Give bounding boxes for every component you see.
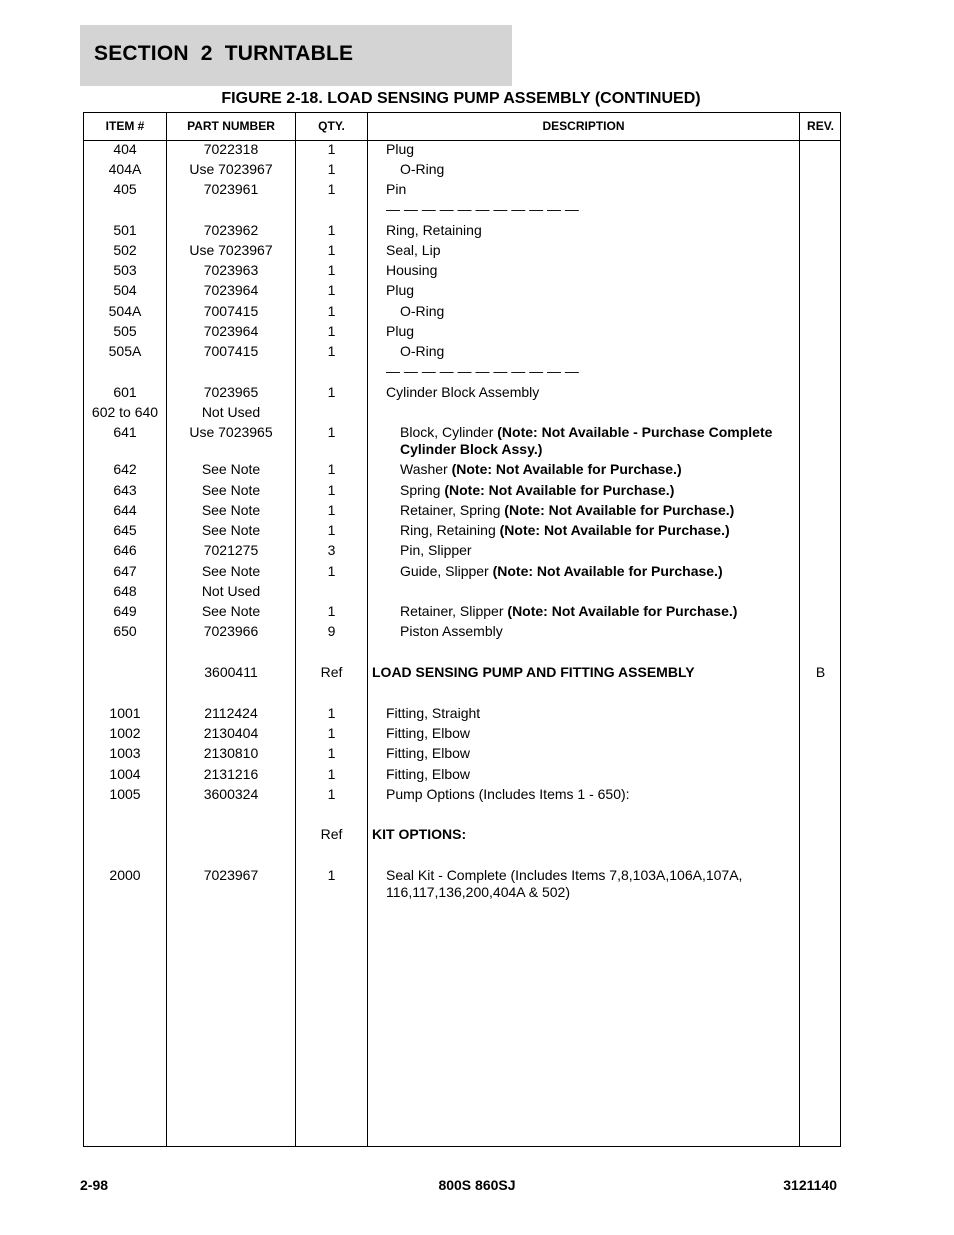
item-number: 505: [113, 323, 137, 339]
description-text: Fitting, Straight: [386, 705, 481, 721]
description-text: LOAD SENSING PUMP AND FITTING ASSEMBLY: [372, 664, 695, 680]
description-text: Plug: [386, 323, 415, 339]
description: [386, 262, 798, 279]
part-number: 7023966: [203, 623, 259, 639]
quantity: 1: [327, 384, 336, 400]
availability-note: (Note: Not Available for Purchase.): [507, 603, 738, 619]
description-text: O-Ring: [400, 303, 445, 319]
description: [400, 303, 800, 320]
part-number: 7022318: [203, 141, 259, 157]
description-text: Plug: [386, 141, 415, 157]
description: [386, 725, 798, 742]
description-text: Piston Assembly: [400, 623, 503, 639]
item-number: 647: [113, 563, 137, 579]
description-text: Pump Options (Includes Items 1 - 650):: [386, 786, 630, 802]
part-number: 3600411: [204, 664, 258, 680]
header-qty: QTY.: [318, 119, 345, 133]
header-description: DESCRIPTION: [542, 119, 625, 133]
description: [400, 542, 800, 559]
part-number: 7023963: [203, 262, 259, 278]
item-number: 405: [113, 181, 137, 197]
description-text: Seal Kit - Complete (Includes Items 7,8,103A,106A,107A, 116,117,136,200,404A & 502): [386, 867, 743, 900]
quantity: 1: [327, 745, 336, 761]
revision: B: [815, 664, 826, 680]
part-number: 3600324: [203, 786, 259, 802]
item-number: 648: [113, 583, 137, 599]
part-number: 7023964: [203, 282, 259, 298]
parts-table: [83, 112, 841, 1147]
item-number: 1001: [109, 705, 141, 721]
description: [372, 664, 792, 681]
item-number: 650: [113, 623, 137, 639]
quantity: 1: [327, 262, 336, 278]
item-number: 601: [113, 384, 137, 400]
description: [386, 786, 798, 803]
quantity: 1: [327, 323, 336, 339]
description-text: Fitting, Elbow: [386, 725, 471, 741]
item-number: 643: [113, 482, 137, 498]
item-number: 1003: [109, 745, 141, 761]
section-title: SECTION 2 TURNTABLE: [94, 42, 354, 65]
item-number: 504A: [108, 303, 142, 319]
description: [386, 181, 798, 198]
item-number: 602 to 640: [91, 404, 159, 420]
description: [400, 603, 800, 620]
quantity: 1: [327, 705, 336, 721]
part-number: 7023967: [203, 867, 259, 883]
quantity: 1: [327, 482, 336, 498]
item-number: 1004: [109, 766, 141, 782]
description: [386, 242, 798, 259]
part-number: 2112424: [204, 705, 258, 721]
document-number: 3121140: [783, 1177, 837, 1193]
quantity: 1: [327, 786, 336, 802]
description-text: Block, Cylinder: [400, 424, 498, 440]
description: [400, 563, 800, 580]
item-number: 2000: [109, 867, 141, 883]
header-rev: REV.: [807, 119, 834, 133]
description-text: Spring: [400, 482, 445, 498]
section-banner: [80, 25, 512, 86]
description-text: Retainer, Slipper: [400, 603, 508, 619]
part-number: 7023965: [203, 384, 259, 400]
item-number: 642: [113, 461, 137, 477]
item-number: 502: [113, 242, 137, 258]
item-number: 404: [113, 141, 137, 157]
item-number: 649: [113, 603, 137, 619]
page-number: 2-98: [80, 1177, 109, 1193]
description-text: Cylinder Block Assembly: [386, 384, 540, 400]
quantity: 1: [327, 222, 336, 238]
quantity: 1: [327, 766, 336, 782]
part-number: See Note: [201, 461, 261, 477]
description-text: Plug: [386, 282, 415, 298]
description-text: Housing: [386, 262, 438, 278]
quantity: 1: [327, 303, 336, 319]
quantity: 1: [327, 181, 336, 197]
availability-note: (Note: Not Available for Purchase.): [444, 482, 675, 498]
description-text: Fitting, Elbow: [386, 745, 471, 761]
quantity: 1: [327, 141, 336, 157]
description: [386, 222, 798, 239]
quantity: 1: [327, 424, 336, 440]
description-text: O-Ring: [400, 161, 445, 177]
description: [386, 705, 798, 722]
description: [386, 141, 798, 158]
description: [386, 282, 798, 299]
part-number: 7021275: [203, 542, 259, 558]
description: [386, 323, 798, 340]
quantity: Ref: [320, 664, 343, 680]
item-number: 504: [113, 282, 137, 298]
item-number: 501: [113, 222, 137, 238]
description: [386, 384, 798, 401]
description-text: Retainer, Spring: [400, 502, 505, 518]
description-text: Fitting, Elbow: [386, 766, 471, 782]
model-number: 800S 860SJ: [438, 1177, 516, 1193]
description-text: — — — — — — — — — — —: [386, 363, 579, 379]
description: [400, 623, 800, 640]
availability-note: (Note: Not Available - Purchase Complete Cylinder Block Assy.): [400, 424, 773, 457]
part-number: 7023962: [203, 222, 259, 238]
part-number: Not Used: [201, 583, 261, 599]
part-number: 7007415: [203, 343, 259, 359]
item-number: 404A: [108, 161, 142, 177]
part-number: Use 7023965: [189, 424, 273, 440]
description: [386, 201, 798, 218]
description: [372, 826, 792, 843]
part-number: See Note: [201, 563, 261, 579]
header-item: ITEM #: [105, 119, 145, 133]
part-number: 7007415: [203, 303, 259, 319]
description-text: — — — — — — — — — — —: [386, 201, 579, 217]
quantity: 1: [327, 603, 336, 619]
quantity: 1: [327, 282, 336, 298]
quantity: 1: [327, 522, 336, 538]
part-number: See Note: [201, 603, 261, 619]
description: [400, 161, 800, 178]
description: [400, 502, 800, 519]
description: [400, 343, 800, 360]
item-number: 644: [113, 502, 137, 518]
description-text: Pin, Slipper: [400, 542, 472, 558]
quantity: 3: [327, 542, 336, 558]
description: [386, 867, 798, 901]
quantity: 1: [327, 502, 336, 518]
description-text: Pin: [386, 181, 407, 197]
quantity: 1: [327, 563, 336, 579]
description-text: Guide, Slipper: [400, 563, 493, 579]
description-text: Seal, Lip: [386, 242, 441, 258]
description-text: Ring, Retaining: [400, 522, 500, 538]
figure-title: FIGURE 2-18. LOAD SENSING PUMP ASSEMBLY (CONTINUED): [221, 90, 701, 107]
part-number: 2131216: [203, 766, 259, 782]
header-part-number: PART NUMBER: [187, 119, 275, 133]
part-number: 7023961: [203, 181, 259, 197]
part-number: 2130810: [203, 745, 259, 761]
part-number: See Note: [201, 502, 261, 518]
part-number: See Note: [201, 482, 261, 498]
description: [400, 424, 800, 458]
item-number: 641: [113, 424, 137, 440]
description-text: O-Ring: [400, 343, 445, 359]
column-divider: [367, 113, 368, 1146]
description: [386, 363, 798, 380]
description-text: KIT OPTIONS:: [372, 826, 467, 842]
item-number: 505A: [108, 343, 142, 359]
quantity: 1: [327, 343, 336, 359]
quantity: Ref: [320, 826, 343, 842]
availability-note: (Note: Not Available for Purchase.): [499, 522, 730, 538]
part-number: See Note: [201, 522, 261, 538]
part-number: 2130404: [203, 725, 259, 741]
part-number: Use 7023967: [189, 161, 273, 177]
availability-note: (Note: Not Available for Purchase.): [492, 563, 723, 579]
description: [400, 522, 800, 539]
availability-note: (Note: Not Available for Purchase.): [451, 461, 682, 477]
part-number: 7023964: [203, 323, 259, 339]
quantity: 1: [327, 461, 336, 477]
quantity: 1: [327, 242, 336, 258]
description: [386, 766, 798, 783]
part-number: Not Used: [201, 404, 261, 420]
item-number: 1002: [109, 725, 141, 741]
item-number: 646: [113, 542, 137, 558]
quantity: 1: [327, 725, 336, 741]
part-number: Use 7023967: [189, 242, 273, 258]
description-text: Ring, Retaining: [386, 222, 482, 238]
item-number: 1005: [109, 786, 141, 802]
description: [400, 482, 800, 499]
description: [400, 461, 800, 478]
item-number: 503: [113, 262, 137, 278]
quantity: 1: [327, 161, 336, 177]
quantity: 1: [327, 867, 336, 883]
item-number: 645: [113, 522, 137, 538]
availability-note: (Note: Not Available for Purchase.): [504, 502, 735, 518]
quantity: 9: [327, 623, 336, 639]
description-text: Washer: [400, 461, 452, 477]
description: [386, 745, 798, 762]
